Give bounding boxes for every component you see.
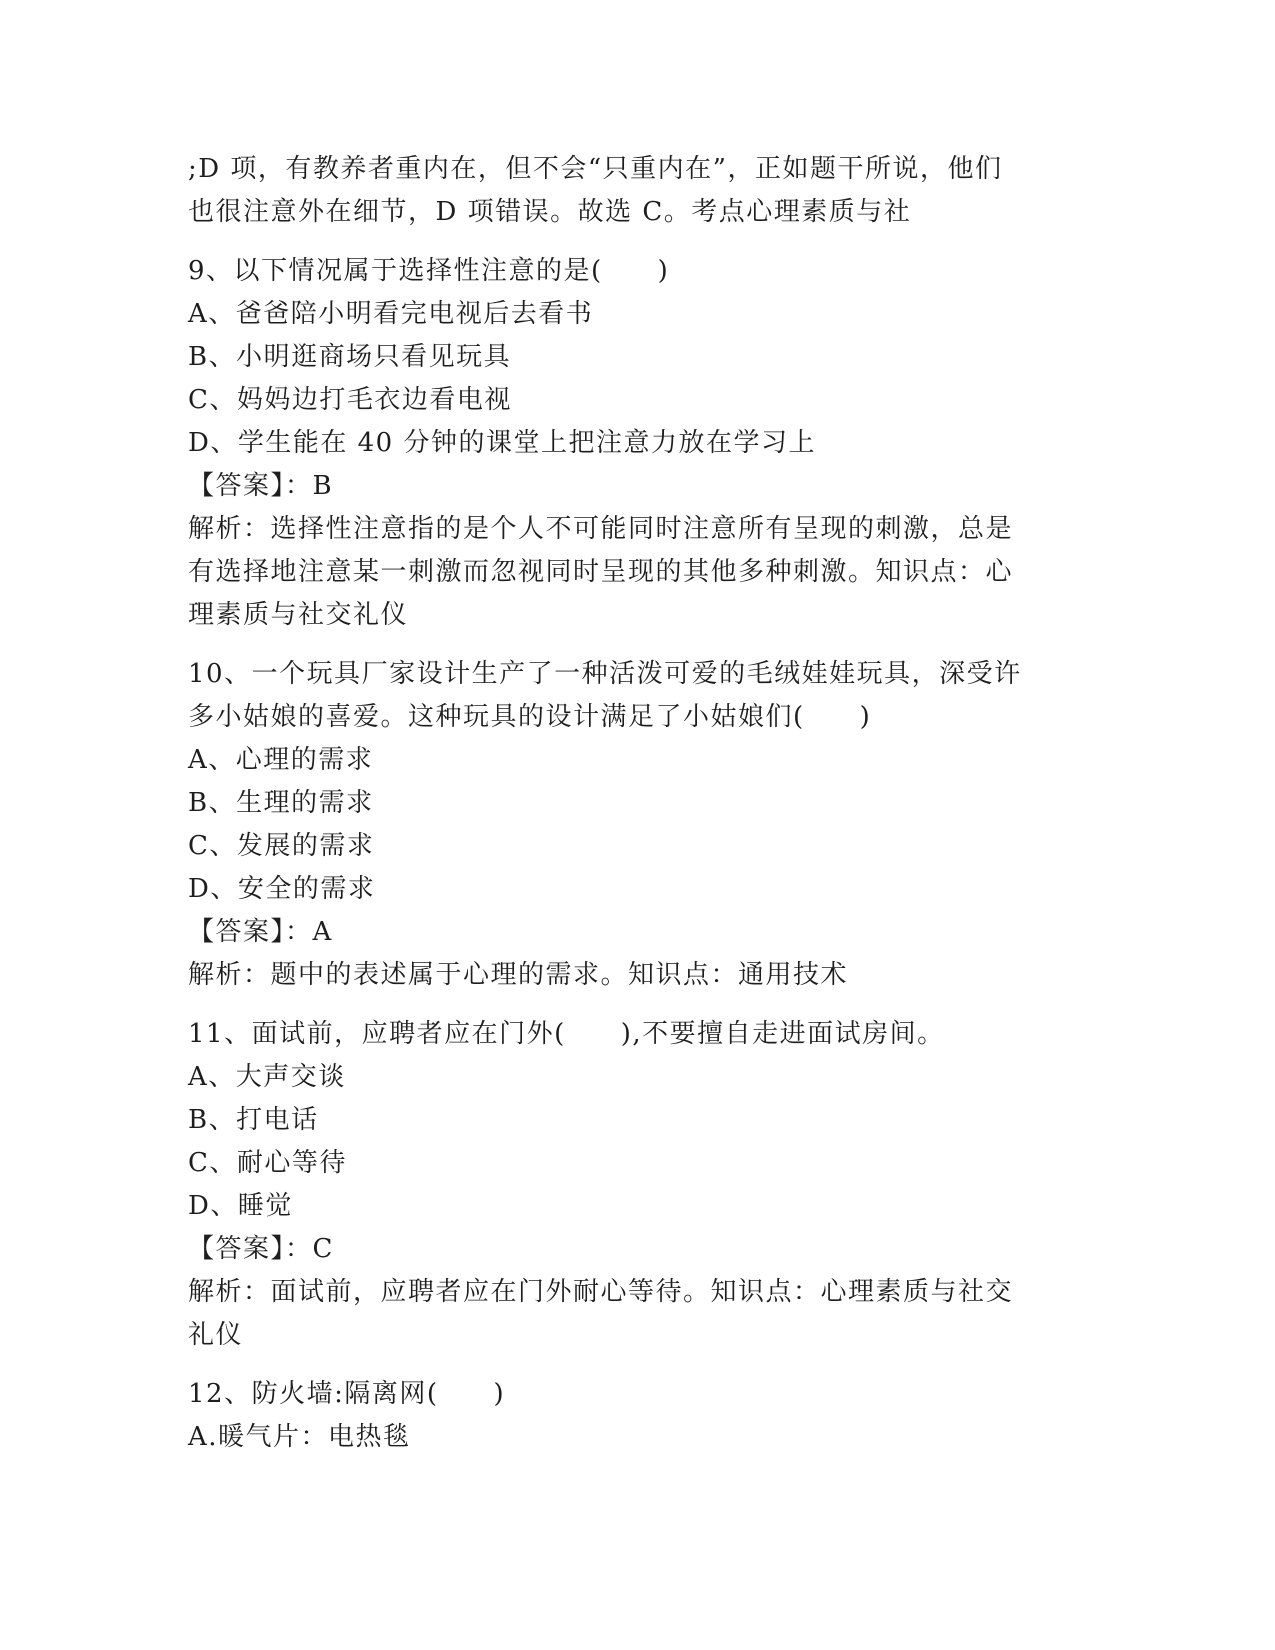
option-b: B、生理的需求 <box>188 788 374 818</box>
option-d: D、睡觉 <box>188 1191 293 1221</box>
answer-line: 【答案】：A <box>188 917 333 947</box>
question-9 <box>188 250 1068 637</box>
question-11 <box>188 1013 1068 1357</box>
text-line: 也很注意外在细节，D 项错误。故选 C。考点心理素质与社 <box>188 197 912 227</box>
document-page <box>188 148 1068 1459</box>
option-c: C、妈妈边打毛衣边看电视 <box>188 385 512 415</box>
option-a: A.暖气片：电热毯 <box>188 1422 411 1452</box>
option-c: C、耐心等待 <box>188 1148 347 1178</box>
analysis-line: 有选择地注意某一刺激而忽视同时呈现的其他多种刺激。知识点：心 <box>188 557 1014 587</box>
question-10 <box>188 653 1068 997</box>
question-stem: 9、以下情况属于选择性注意的是( ) <box>188 256 670 286</box>
analysis-line: 解析：面试前，应聘者应在门外耐心等待。知识点：心理素质与社交 <box>188 1277 1014 1307</box>
question-12 <box>188 1373 1068 1459</box>
option-c: C、发展的需求 <box>188 831 375 861</box>
analysis-line: 解析：选择性注意指的是个人不可能同时注意所有呈现的刺激，总是 <box>188 514 1014 544</box>
option-b: B、打电话 <box>188 1105 319 1135</box>
option-d: D、安全的需求 <box>188 874 376 904</box>
option-a: A、爸爸陪小明看完电视后去看书 <box>188 299 594 329</box>
continuation-paragraph <box>188 148 1068 234</box>
question-stem: 10、一个玩具厂家设计生产了一种活泼可爱的毛绒娃娃玩具，深受许 <box>188 659 1022 689</box>
text-line: ;D 项，有教养者重内在，但不会“只重内在”，正如题干所说，他们 <box>188 154 1003 184</box>
question-stem: 11、面试前，应聘者应在门外( ),不要擅自走进面试房间。 <box>188 1019 945 1049</box>
answer-line: 【答案】：C <box>188 1234 334 1264</box>
analysis-line: 礼仪 <box>188 1320 244 1350</box>
analysis-line: 理素质与社交礼仪 <box>188 600 409 630</box>
question-stem: 多小姑娘的喜爱。这种玩具的设计满足了小姑娘们( ) <box>188 702 872 732</box>
option-a: A、心理的需求 <box>188 745 374 775</box>
question-stem: 12、防火墙:隔离网( ) <box>188 1379 506 1409</box>
option-b: B、小明逛商场只看见玩具 <box>188 342 512 372</box>
analysis-line: 解析：题中的表述属于心理的需求。知识点：通用技术 <box>188 960 849 990</box>
answer-line: 【答案】：B <box>188 471 334 501</box>
option-a: A、大声交谈 <box>188 1062 346 1092</box>
option-d: D、学生能在 40 分钟的课堂上把注意力放在学习上 <box>188 428 816 458</box>
